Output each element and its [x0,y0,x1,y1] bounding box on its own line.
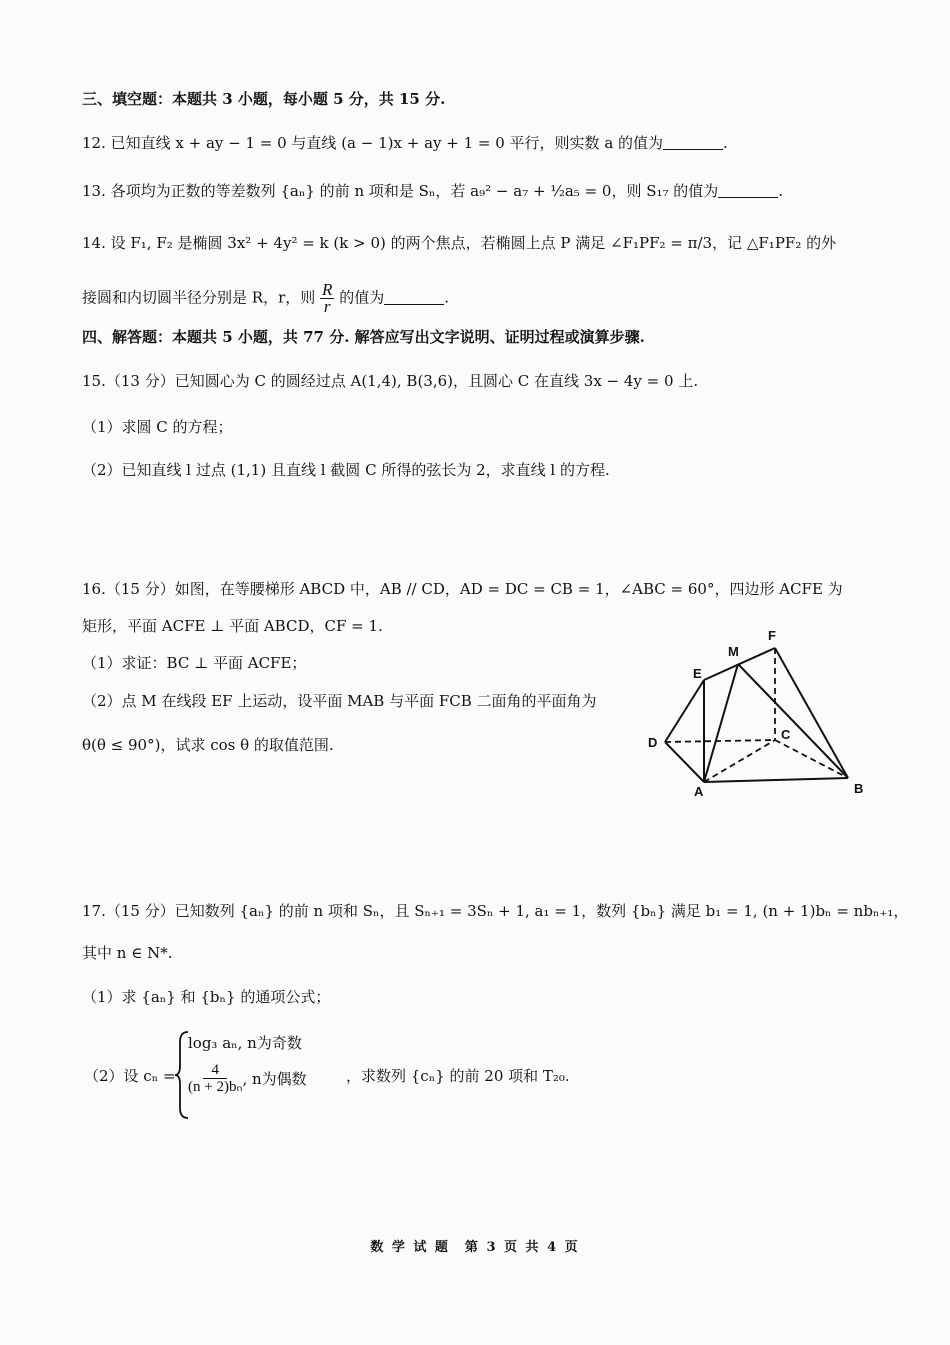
edge-DC [665,740,775,742]
question-13-text: 13. 各项均为正数的等差数列 {aₙ} 的前 n 项和是 Sₙ，若 a₉² − a₇ + ½a₅ = 0，则 S₁₇ 的值为 [82,182,719,200]
ratio-fraction [320,282,334,315]
question-14-line2-text: 接圆和内切圆半径分别是 R，r，则 [82,288,316,307]
question-15-part1: （1）求圆 C 的方程； [82,418,233,436]
label-E: E [693,666,702,681]
question-15-part2: （2）已知直线 l 过点 (1,1) 且直线 l 截圆 C 所得的弦长为 2，求直线 l 的方程. [82,461,610,479]
even-case-fraction [188,1062,242,1095]
fraction-numerator: R [322,280,333,299]
answer-blank [663,135,723,150]
question-12-text: 12. 已知直线 x + ay − 1 = 0 与直线 (a − 1)x + ay + 1 = 0 平行，则实数 a 的值为 [82,134,664,152]
page-footer: 数 学 试 题 第 3 页 共 4 页 [370,1240,580,1255]
question-16-part2-line2: θ(θ ≤ 90°)，试求 cos θ 的取值范围. [82,736,334,754]
label-B: B [854,781,864,796]
piecewise-suffix: ，求数列 {cₙ} 的前 20 项和 T₂₀. [346,1067,570,1085]
question-14-line2: 接圆和内切圆半径分别是 R，r，则 $\frac{R}{r}$ 的值为 . [82,280,449,316]
edge-AB [704,778,848,782]
even-case-numerator: 4 [203,1062,227,1079]
piecewise-case-even [188,1062,307,1095]
label-C: C [781,727,791,742]
question-12: 12. 已知直线 x + ay − 1 = 0 与直线 (a − 1)x + ay + 1 = 0 平行，则实数 a 的值为 . [82,134,728,152]
question-15: 15.（13 分）已知圆心为 C 的圆经过点 A(1,4), B(3,6)，且圆心 C 在直线 3x − 4y = 0 上. [82,372,699,390]
question-14-line1: 14. 设 F₁, F₂ 是椭圆 3x² + 4y² = k (k > 0) 的两个焦点，若椭圆上点 P 满足 ∠F₁PF₂ = π/3，记 △F₁PF₂ 的外 [82,234,837,252]
section-4-title: 四、解答题：本题共 5 小题，共 77 分. 解答应写出文字说明、证明过程或演算步骤. [82,328,645,346]
question-16-part1: （1）求证：BC ⊥ 平面 ACFE； [82,654,307,672]
question-13: 13. 各项均为正数的等差数列 {aₙ} 的前 n 项和是 Sₙ，若 a₉² − a₇ + ½a₅ = 0，则 S₁₇ 的值为 . [82,182,784,200]
question-16-line2: 矩形，平面 ACFE ⊥ 平面 ABCD，CF = 1. [82,617,383,635]
even-case-tail: , n为偶数 [242,1070,307,1088]
fraction-denominator: r [323,297,331,316]
answer-blank [718,183,778,198]
question-17-part1: （1）求 {aₙ} 和 {bₙ} 的通项公式； [82,988,331,1006]
geometry-figure [640,620,880,810]
question-17-line2: 其中 n ∈ N*. [82,944,173,962]
question-16-part2-line1: （2）点 M 在线段 EF 上运动，设平面 MAB 与平面 FCB 二面角的平面角为 [82,692,597,710]
piecewise-case-odd: log₃ aₙ, n为奇数 [188,1034,302,1052]
even-case-denominator: (n + 2)bₙ [188,1079,243,1095]
edge-EF [704,648,775,680]
question-16-line1: 16.（15 分）如图，在等腰梯形 ABCD 中，AB // CD，AD = DC = CB = 1，∠ABC = 60°，四边形 ACFE 为 [82,580,843,598]
label-M: M [728,644,739,659]
question-14-line2-tail: 的值为 [339,288,385,307]
label-A: A [694,784,704,799]
edge-DA [665,742,704,782]
label-F: F [768,628,776,643]
answer-blank [384,290,444,305]
edge-DE [665,680,704,742]
piecewise-prefix: （2）设 cₙ = [84,1067,176,1085]
section-3-title: 三、填空题：本题共 3 小题，每小题 5 分，共 15 分. [82,90,446,108]
question-17-line1: 17.（15 分）已知数列 {aₙ} 的前 n 项和 Sₙ，且 Sₙ₊₁ = 3Sₙ + 1, a₁ = 1，数列 {bₙ} 满足 b₁ = 1, (n + 1)bₙ = nbₙ₊₁， [82,902,909,920]
label-D: D [648,735,658,750]
